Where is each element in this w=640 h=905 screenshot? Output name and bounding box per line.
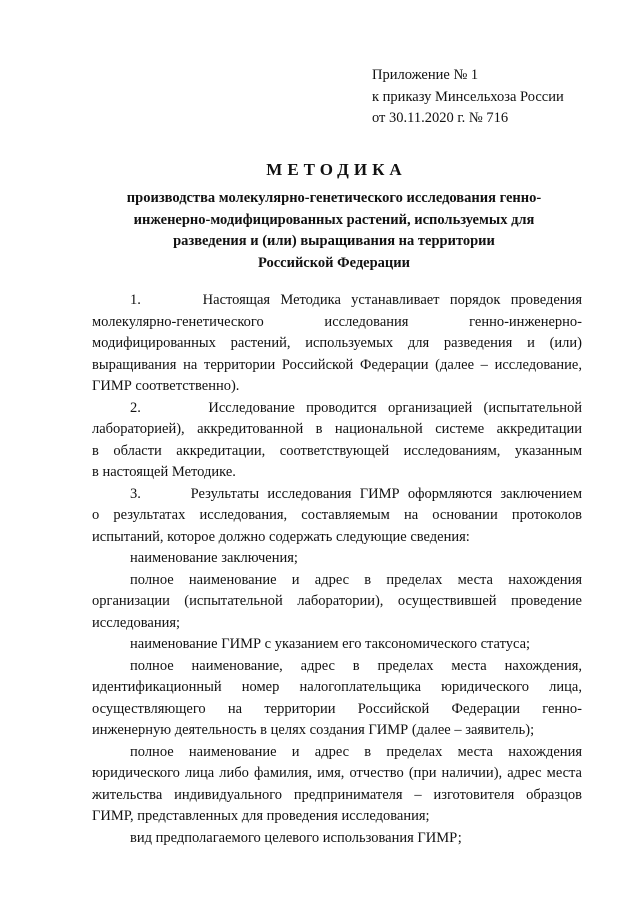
paragraph-line: вид предполагаемого целевого использования ГИМР; bbox=[130, 829, 462, 846]
paragraph-line: 3. Результаты исследования ГИМР оформляются заключением bbox=[130, 485, 582, 502]
paragraph-line: наименование заключения; bbox=[130, 550, 298, 566]
paragraph-line: полное наименование и адрес в пределах места нахождения bbox=[130, 571, 582, 588]
paragraph-1 bbox=[92, 290, 582, 398]
list-item bbox=[92, 828, 582, 850]
paragraph-line: о результатах исследования, составляемым на основании протоколов bbox=[92, 507, 582, 523]
appendix-line-3: от 30.11.2020 г. № 716 bbox=[372, 110, 509, 126]
paragraph-line: ГИМР соответственно). bbox=[92, 378, 240, 394]
paragraph-line: 1. Настоящая Методика устанавливает порядок проведения bbox=[130, 292, 582, 308]
document-title bbox=[92, 160, 576, 274]
paragraph-line: ГИМР, представленных для проведения исследования; bbox=[92, 808, 430, 824]
appendix-reference bbox=[372, 65, 564, 130]
paragraph-line: выращивания на территории Российской Федерации (далее – исследование, bbox=[92, 356, 582, 373]
paragraph-2 bbox=[92, 398, 582, 484]
appendix-line-2: к приказу Минсельхоза России bbox=[372, 88, 564, 105]
paragraph-line: инженерную деятельность в целях создания ГИМР (далее – заявитель); bbox=[92, 722, 535, 738]
paragraph-line: в настоящей Методике. bbox=[92, 464, 236, 480]
title-heading: МЕТОДИКА bbox=[266, 160, 407, 179]
paragraph-3 bbox=[92, 484, 582, 549]
appendix-line-1: Приложение № 1 bbox=[372, 67, 479, 83]
paragraph-line: идентификационный номер налогоплательщика юридического лица, bbox=[92, 679, 582, 695]
paragraph-line: молекулярно-генетического исследования генно-инженерно- bbox=[92, 313, 582, 330]
list-item bbox=[92, 548, 582, 570]
paragraph-line: лабораторией), аккредитованной в национальной системе аккредитации bbox=[92, 421, 582, 437]
paragraph-line: в области аккредитации, соответствующей исследованиям, указанным bbox=[92, 442, 582, 459]
paragraph-line: организации (испытательной лаборатории), осуществившей проведение bbox=[92, 593, 582, 609]
list-item bbox=[92, 656, 582, 742]
paragraph-line: исследования; bbox=[92, 614, 181, 631]
subtitle-line-1: производства молекулярно-генетического исследования генно- bbox=[126, 190, 542, 206]
document-body bbox=[92, 290, 582, 849]
title-subtitle bbox=[92, 188, 576, 274]
paragraph-line: юридического лица либо фамилия, имя, отчество (при наличии), адрес места bbox=[92, 765, 582, 781]
paragraph-line: 2. Исследование проводится организацией (испытательной bbox=[130, 399, 582, 416]
paragraph-line: осуществляющего на территории Российской Федерации генно- bbox=[92, 700, 582, 717]
paragraph-line: испытаний, которое должно содержать следующие сведения: bbox=[92, 528, 470, 545]
paragraph-line: полное наименование, адрес в пределах места нахождения, bbox=[130, 657, 582, 674]
list-item bbox=[92, 634, 582, 656]
paragraph-line: модифицированных растений, используемых для разведения и (или) bbox=[92, 335, 582, 351]
subtitle-line-2: инженерно-модифицированных растений, используемых для bbox=[133, 211, 535, 228]
paragraph-line: наименование ГИМР с указанием его таксономического статуса; bbox=[130, 636, 531, 652]
list-item bbox=[92, 570, 582, 635]
subtitle-line-4: Российской Федерации bbox=[257, 254, 410, 271]
subtitle-line-3: разведения и (или) выращивания на территории bbox=[173, 233, 495, 249]
list-item bbox=[92, 742, 582, 828]
paragraph-line: жительства индивидуального предпринимателя – изготовителя образцов bbox=[92, 786, 582, 803]
paragraph-line: полное наименование и адрес в пределах места нахождения bbox=[130, 743, 582, 760]
